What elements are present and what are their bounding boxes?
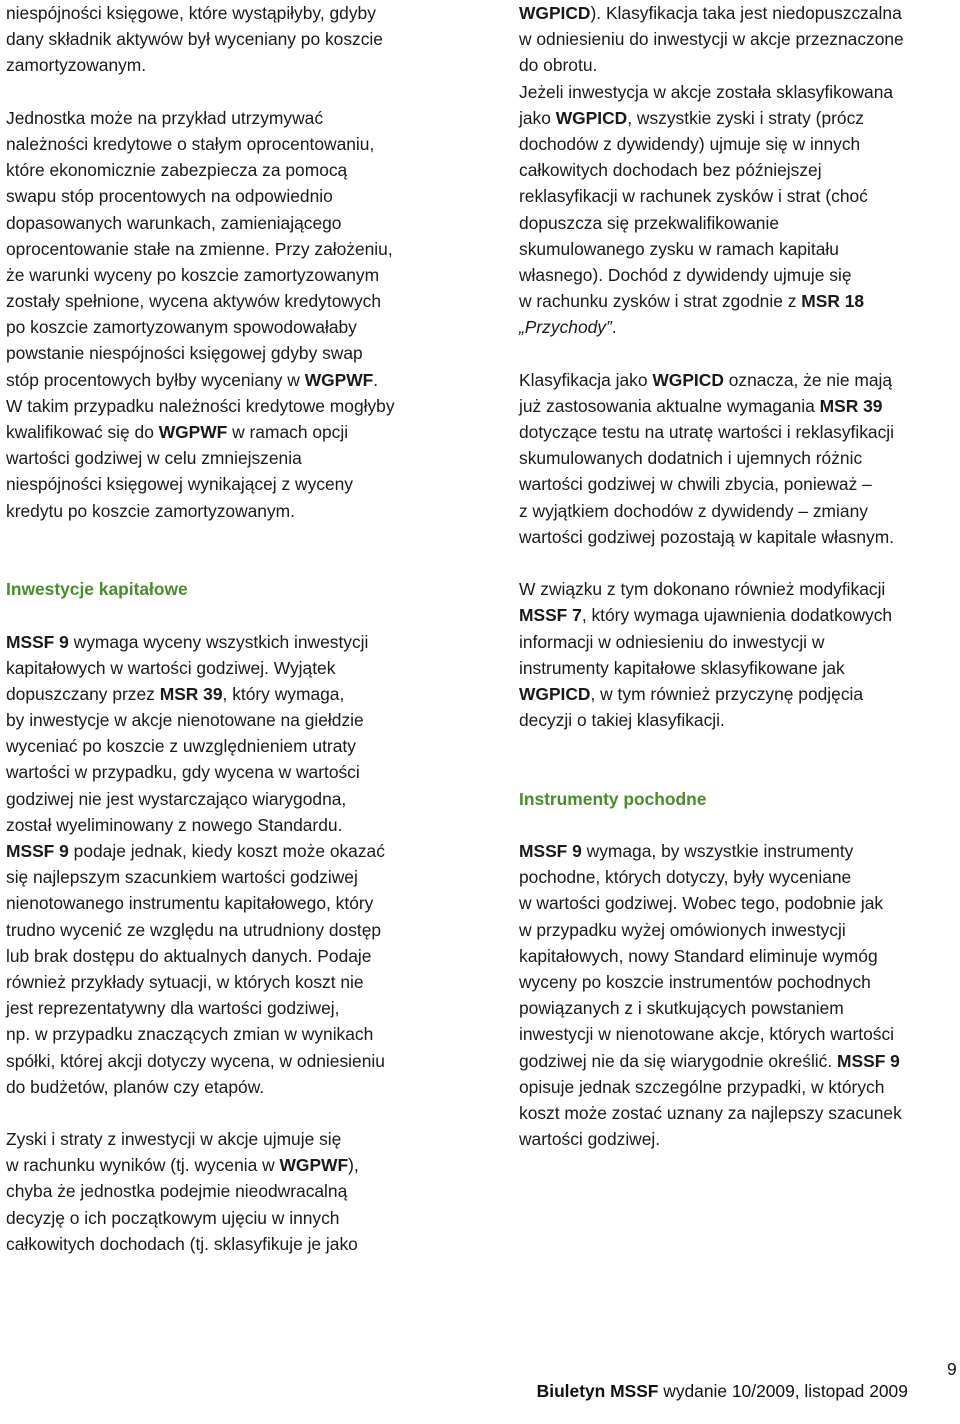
left-column-line: MSSF 9 podaje jednak, kiedy koszt może okazać bbox=[6, 841, 385, 861]
left-column-line: niespójności księgowej wynikającej z wyceny bbox=[6, 474, 354, 495]
left-column-line bbox=[6, 524, 446, 550]
left-column-line: kwalifikować się do WGPWF w ramach opcji bbox=[6, 422, 349, 442]
left-column-line: został wyeliminowany z nowego Standardu. bbox=[6, 814, 343, 835]
left-column-line: chyba że jednostka podejmie nieodwracalną bbox=[6, 1181, 348, 1202]
left-column-line: niespójności księgowe, które wystąpiłyby, gdyby bbox=[6, 3, 376, 23]
right-column-line: Klasyfikacja jako WGPICD oznacza, że nie mają bbox=[519, 369, 893, 390]
footer-publication: Biuletyn MSSF bbox=[536, 1381, 659, 1401]
left-column bbox=[6, 0, 446, 1257]
section-heading: Instrumenty pochodne bbox=[519, 788, 707, 809]
left-column-line: swapu stóp procentowych na odpowiednio bbox=[6, 186, 333, 207]
left-column-line: stóp procentowych byłby wyceniany w WGPWF. bbox=[6, 369, 379, 390]
left-column-line: do budżetów, planów czy etapów. bbox=[6, 1076, 265, 1097]
right-column-line: dotyczące testu na utratę wartości i reklasyfikacji bbox=[519, 422, 895, 442]
right-column-line bbox=[519, 759, 957, 785]
left-column-line: W takim przypadku należności kredytowe mogłyby bbox=[6, 395, 395, 416]
left-column-line: godziwej nie jest wystarczająco wiarygodna, bbox=[6, 788, 347, 809]
left-column-line: należności kredytowe o stałym oprocentowaniu, bbox=[6, 133, 375, 154]
right-column-line bbox=[519, 550, 957, 576]
left-column-line: w rachunku wyników (tj. wycenia w WGPWF), bbox=[6, 1155, 359, 1176]
left-column-line: Zyski i straty z inwestycji w akcje ujmuje się bbox=[6, 1129, 342, 1150]
right-column-line bbox=[519, 340, 957, 366]
section-heading: Inwestycje kapitałowe bbox=[6, 579, 188, 600]
right-column-line: własnego). Dochód z dywidendy ujmuje się bbox=[519, 264, 852, 285]
right-column-line: z wyjątkiem dochodów z dywidendy – zmiany bbox=[519, 500, 868, 521]
right-column-line: Jeżeli inwestycja w akcje została sklasyfikowana bbox=[519, 81, 894, 102]
left-column-line: nienotowanego instrumentu kapitałowego, który bbox=[6, 893, 374, 914]
right-column-line: już zastosowania aktualne wymagania MSR 39 bbox=[519, 395, 883, 416]
left-column-line: np. w przypadku znaczących zmian w wynikach bbox=[6, 1024, 374, 1045]
left-column-line: decyzję o ich początkowym ujęciu w innych bbox=[6, 1207, 340, 1228]
left-column-line: lub brak dostępu do aktualnych danych. Podaje bbox=[6, 945, 372, 966]
right-column-line: całkowitych dochodach bez późniejszej bbox=[519, 160, 822, 181]
left-column-line: zamortyzowanym. bbox=[6, 55, 147, 76]
left-column-line: MSSF 9 wymaga wyceny wszystkich inwestycji bbox=[6, 631, 369, 652]
right-column-line: „Przychody”. bbox=[519, 317, 617, 338]
left-column-line: które ekonomicznie zabezpiecza za pomocą bbox=[6, 160, 348, 181]
left-column-line: kredytu po koszcie zamortyzowanym. bbox=[6, 500, 295, 521]
right-column-line: WGPICD). Klasyfikacja taka jest niedopuszczalna bbox=[519, 3, 902, 23]
page-footer bbox=[527, 1358, 957, 1424]
left-column-line: dany składnik aktywów był wyceniany po koszcie bbox=[6, 29, 383, 50]
right-column-line: wyceny po koszcie instrumentów pochodnych bbox=[519, 971, 871, 992]
right-column-line: instrumenty kapitałowe sklasyfikowane jak bbox=[519, 657, 845, 678]
left-column-line: wartości w przypadku, gdy wycena w wartości bbox=[6, 762, 360, 783]
right-column-line: W związku z tym dokonano również modyfikacji bbox=[519, 579, 886, 600]
right-column-line bbox=[519, 733, 957, 759]
left-column-line: dopasowanych warunkach, zamieniającego bbox=[6, 212, 342, 233]
right-column-line bbox=[519, 812, 957, 838]
left-column-line: powstanie niespójności księgowej gdyby swap bbox=[6, 343, 363, 364]
right-column-line: WGPICD, w tym również przyczynę podjęcia bbox=[519, 683, 864, 704]
right-column-line: koszt może zostać uznany za najlepszy szacunek bbox=[519, 1102, 902, 1123]
right-column-line: pochodne, których dotyczy, były wyceniane bbox=[519, 867, 852, 888]
left-column-line: zostały spełnione, wycena aktywów kredytowych bbox=[6, 291, 382, 312]
right-column-line: skumulowanego zysku w ramach kapitału bbox=[519, 238, 839, 259]
left-column-line: również przykłady sytuacji, w których koszt nie bbox=[6, 971, 364, 992]
left-column-line: Jednostka może na przykład utrzymywać bbox=[6, 107, 324, 128]
right-column-line: decyzji o takiej klasyfikacji. bbox=[519, 710, 725, 731]
left-column-line: trudno wycenić ze względu na utrudniony dostęp bbox=[6, 919, 382, 940]
right-column-line: godziwej nie da się wiarygodnie określić. MSSF 9 bbox=[519, 1050, 900, 1071]
left-column-line: by inwestycje w akcje nienotowane na giełdzie bbox=[6, 710, 364, 731]
right-column-line: reklasyfikacji w rachunek zysków i strat (choć bbox=[519, 186, 868, 207]
left-column-line: wyceniać po koszcie z uwzględnieniem utraty bbox=[6, 736, 356, 757]
left-column-line: jest reprezentatywny dla wartości godziwej, bbox=[6, 998, 340, 1019]
left-column-line bbox=[6, 1100, 446, 1126]
right-column-line: informacji w odniesieniu do inwestycji w bbox=[519, 631, 825, 652]
footer-issue: wydanie 10/2009, listopad 2009 bbox=[658, 1381, 908, 1401]
right-column-line: MSSF 7, który wymaga ujawnienia dodatkowych bbox=[519, 605, 893, 626]
right-column-line: w odniesieniu do inwestycji w akcje przeznaczone bbox=[519, 29, 904, 50]
right-column bbox=[519, 0, 957, 1152]
left-column-line: się najlepszym szacunkiem wartości godziwej bbox=[6, 867, 358, 888]
right-column-line: powiązanych z i skutkujących powstaniem bbox=[519, 998, 844, 1019]
left-column-line bbox=[6, 79, 446, 105]
right-column-line: wartości godziwej pozostają w kapitale własnym. bbox=[519, 526, 895, 547]
right-column-line: dochodów z dywidendy) ujmuje się w innych bbox=[519, 133, 861, 154]
right-column-line: w rachunku zysków i strat zgodnie z MSR 18 bbox=[519, 291, 865, 312]
page-number: 9 bbox=[947, 1359, 957, 1379]
left-column-line: oprocentowanie stałe na zmienne. Przy założeniu, bbox=[6, 238, 393, 259]
right-column-line: jako WGPICD, wszystkie zyski i straty (prócz bbox=[519, 107, 864, 128]
right-column-line: wartości godziwej. bbox=[519, 1129, 661, 1150]
left-column-line: spółki, której akcji dotyczy wycena, w odniesieniu bbox=[6, 1050, 385, 1071]
right-column-line: MSSF 9 wymaga, by wszystkie instrumenty bbox=[519, 841, 854, 861]
right-column-line: dopuszcza się przekwalifikowanie bbox=[519, 212, 780, 233]
left-column-line: po koszcie zamortyzowanym spowodowałaby bbox=[6, 317, 357, 338]
right-column-line: skumulowanych dodatnich i ujemnych różnic bbox=[519, 448, 863, 469]
left-column-line: całkowitych dochodach (tj. sklasyfikuje je jako bbox=[6, 1233, 358, 1254]
right-column-line: wartości godziwej w chwili zbycia, ponieważ – bbox=[519, 474, 872, 495]
right-column-line: opisuje jednak szczególne przypadki, w których bbox=[519, 1076, 885, 1097]
right-column-line: do obrotu. bbox=[519, 55, 598, 76]
left-column-line: wartości godziwej w celu zmniejszenia bbox=[6, 448, 302, 469]
left-column-line bbox=[6, 550, 446, 576]
left-column-line bbox=[6, 602, 446, 628]
right-column-line: inwestycji w nienotowane akcje, których wartości bbox=[519, 1024, 895, 1045]
right-column-line: w wartości godziwej. Wobec tego, podobnie jak bbox=[519, 893, 884, 914]
left-column-line: że warunki wyceny po koszcie zamortyzowanym bbox=[6, 264, 380, 285]
left-column-line: dopuszczany przez MSR 39, który wymaga, bbox=[6, 683, 345, 704]
right-column-line: kapitałowych, nowy Standard eliminuje wymóg bbox=[519, 945, 878, 966]
left-column-line: kapitałowych w wartości godziwej. Wyjątek bbox=[6, 657, 336, 678]
right-column-line: w przypadku wyżej omówionych inwestycji bbox=[519, 919, 846, 940]
